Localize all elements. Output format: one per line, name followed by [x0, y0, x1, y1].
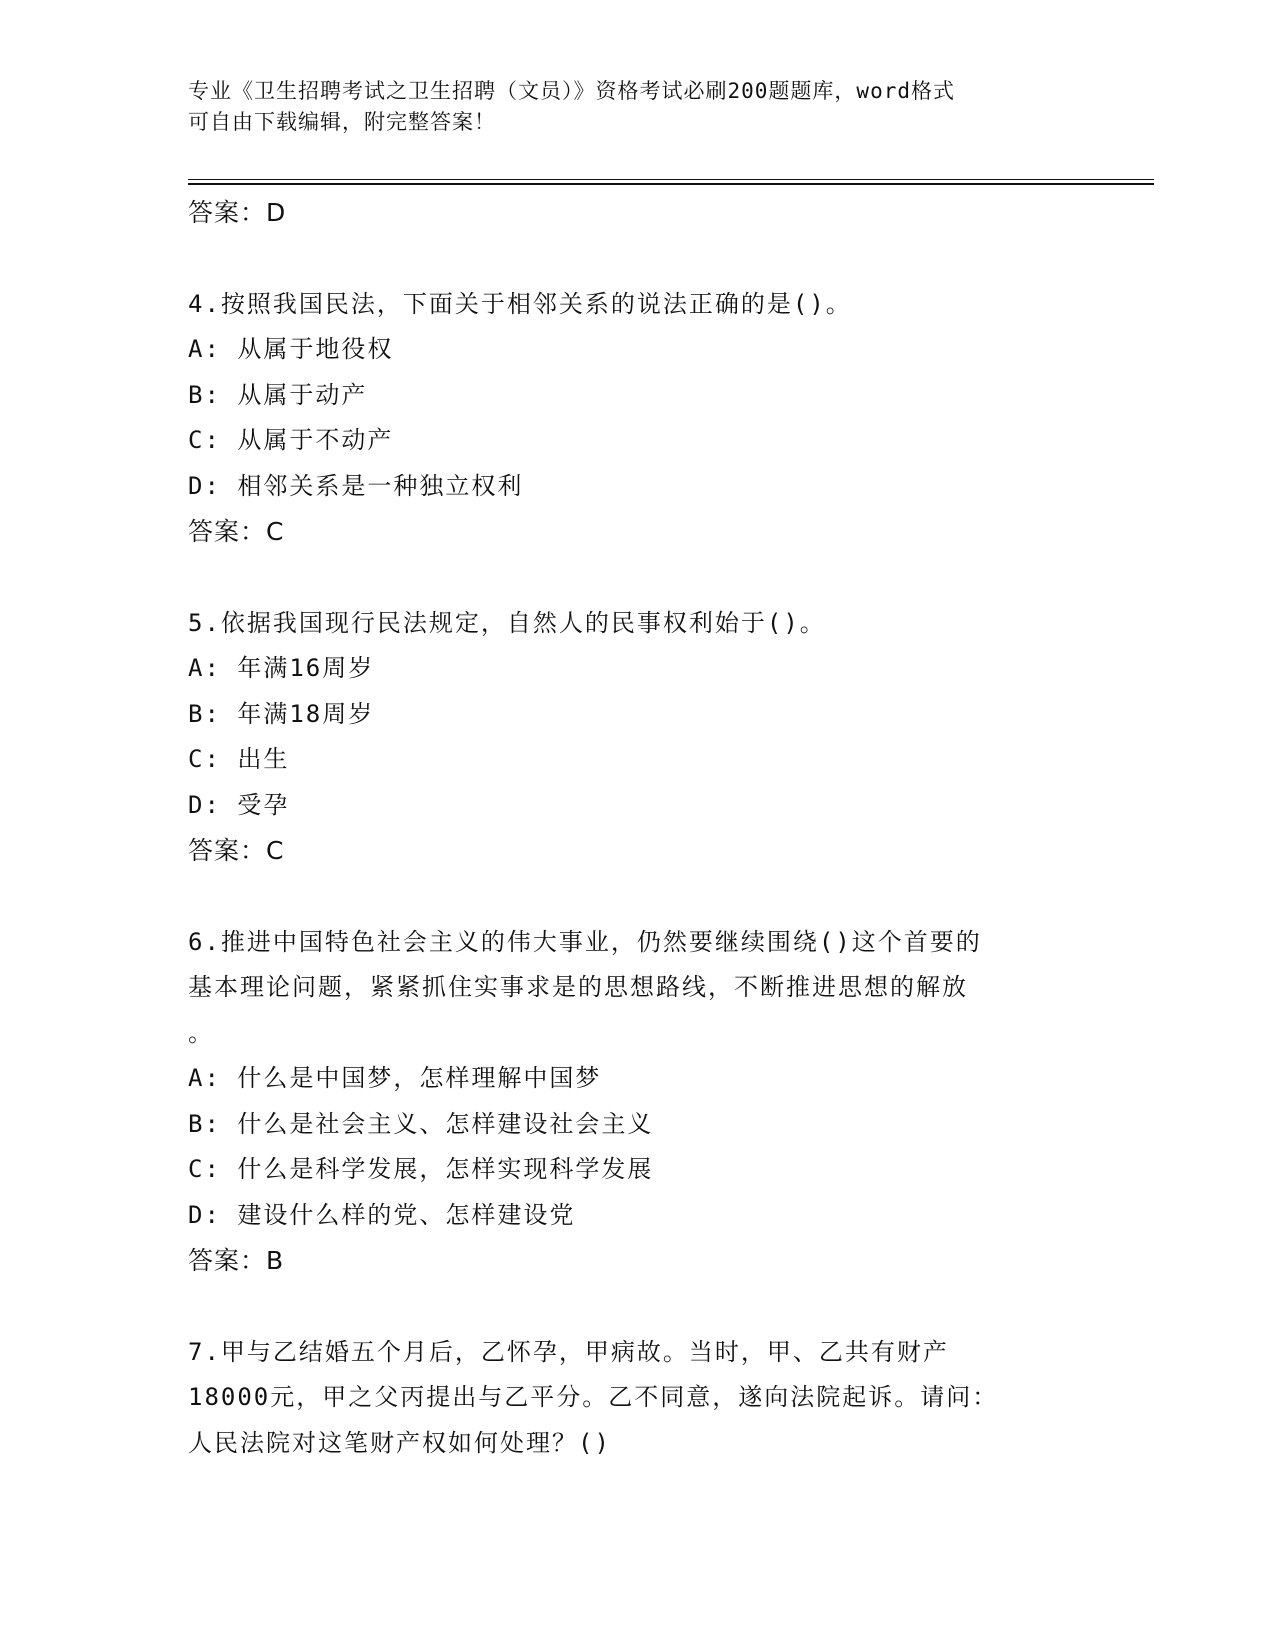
header-line-1: 专业《卫生招聘考试之卫生招聘（文员）》资格考试必刷200题题库，word格式	[188, 79, 955, 103]
document-header	[188, 76, 1088, 138]
answer-label: 答案：C	[188, 517, 285, 546]
option-c: C: 出生	[188, 745, 290, 773]
question-stem	[188, 920, 1068, 1057]
option-d: D: 受孕	[188, 790, 290, 819]
question-block	[188, 920, 1088, 1284]
option-c: C: 从属于不动产	[188, 426, 394, 454]
question-stem	[188, 1330, 1068, 1467]
question-stem-line: 基本理论问题，紧紧抓住实事求是的思想路线，不断推进思想的解放	[188, 973, 968, 1001]
header-divider-thick	[188, 183, 1154, 185]
question-stem-line: 人民法院对这笔财产权如何处理？()	[188, 1428, 611, 1457]
question-stem-line: 4.按照我国民法，下面关于相邻关系的说法正确的是()。	[188, 289, 852, 318]
document-body	[188, 190, 1088, 1466]
option-c: C: 什么是科学发展，怎样实现科学发展	[188, 1155, 654, 1183]
question-stem-line: 18000元，甲之父丙提出与乙平分。乙不同意，遂向法院起诉。请问：	[188, 1383, 999, 1411]
header-divider-thin	[188, 179, 1154, 180]
question-stem	[188, 601, 1068, 647]
question-stem	[188, 282, 1068, 328]
option-a: A: 年满16周岁	[188, 654, 375, 682]
option-b: B: 什么是社会主义、怎样建设社会主义	[188, 1109, 654, 1138]
question-block	[188, 282, 1088, 555]
question-block	[188, 601, 1088, 874]
header-line-2: 可自由下载编辑，附完整答案！	[188, 110, 496, 134]
option-d: D: 相邻关系是一种独立权利	[188, 471, 524, 500]
option-d: D: 建设什么样的党、怎样建设党	[188, 1200, 576, 1229]
spacer	[188, 236, 1088, 282]
answer-label: 答案：D	[188, 198, 287, 227]
answer-label: 答案：B	[188, 1246, 285, 1275]
spacer	[188, 555, 1088, 601]
question-stem-line: 5.依据我国现行民法规定，自然人的民事权利始于()。	[188, 608, 826, 637]
question-stem-line: 6.推进中国特色社会主义的伟大事业，仍然要继续围绕()这个首要的	[188, 927, 982, 956]
option-b: B: 年满18周岁	[188, 699, 375, 728]
question-stem-line: 7.甲与乙结婚五个月后，乙怀孕，甲病故。当时，甲、乙共有财产	[188, 1337, 949, 1366]
question-block	[188, 1330, 1088, 1467]
option-a: A: 什么是中国梦，怎样理解中国梦	[188, 1064, 602, 1092]
option-a: A: 从属于地役权	[188, 335, 394, 363]
spacer	[188, 874, 1088, 920]
answer-label: 答案：C	[188, 836, 285, 865]
spacer	[188, 1284, 1088, 1330]
option-b: B: 从属于动产	[188, 380, 368, 409]
question-stem-line: 。	[188, 1018, 214, 1047]
